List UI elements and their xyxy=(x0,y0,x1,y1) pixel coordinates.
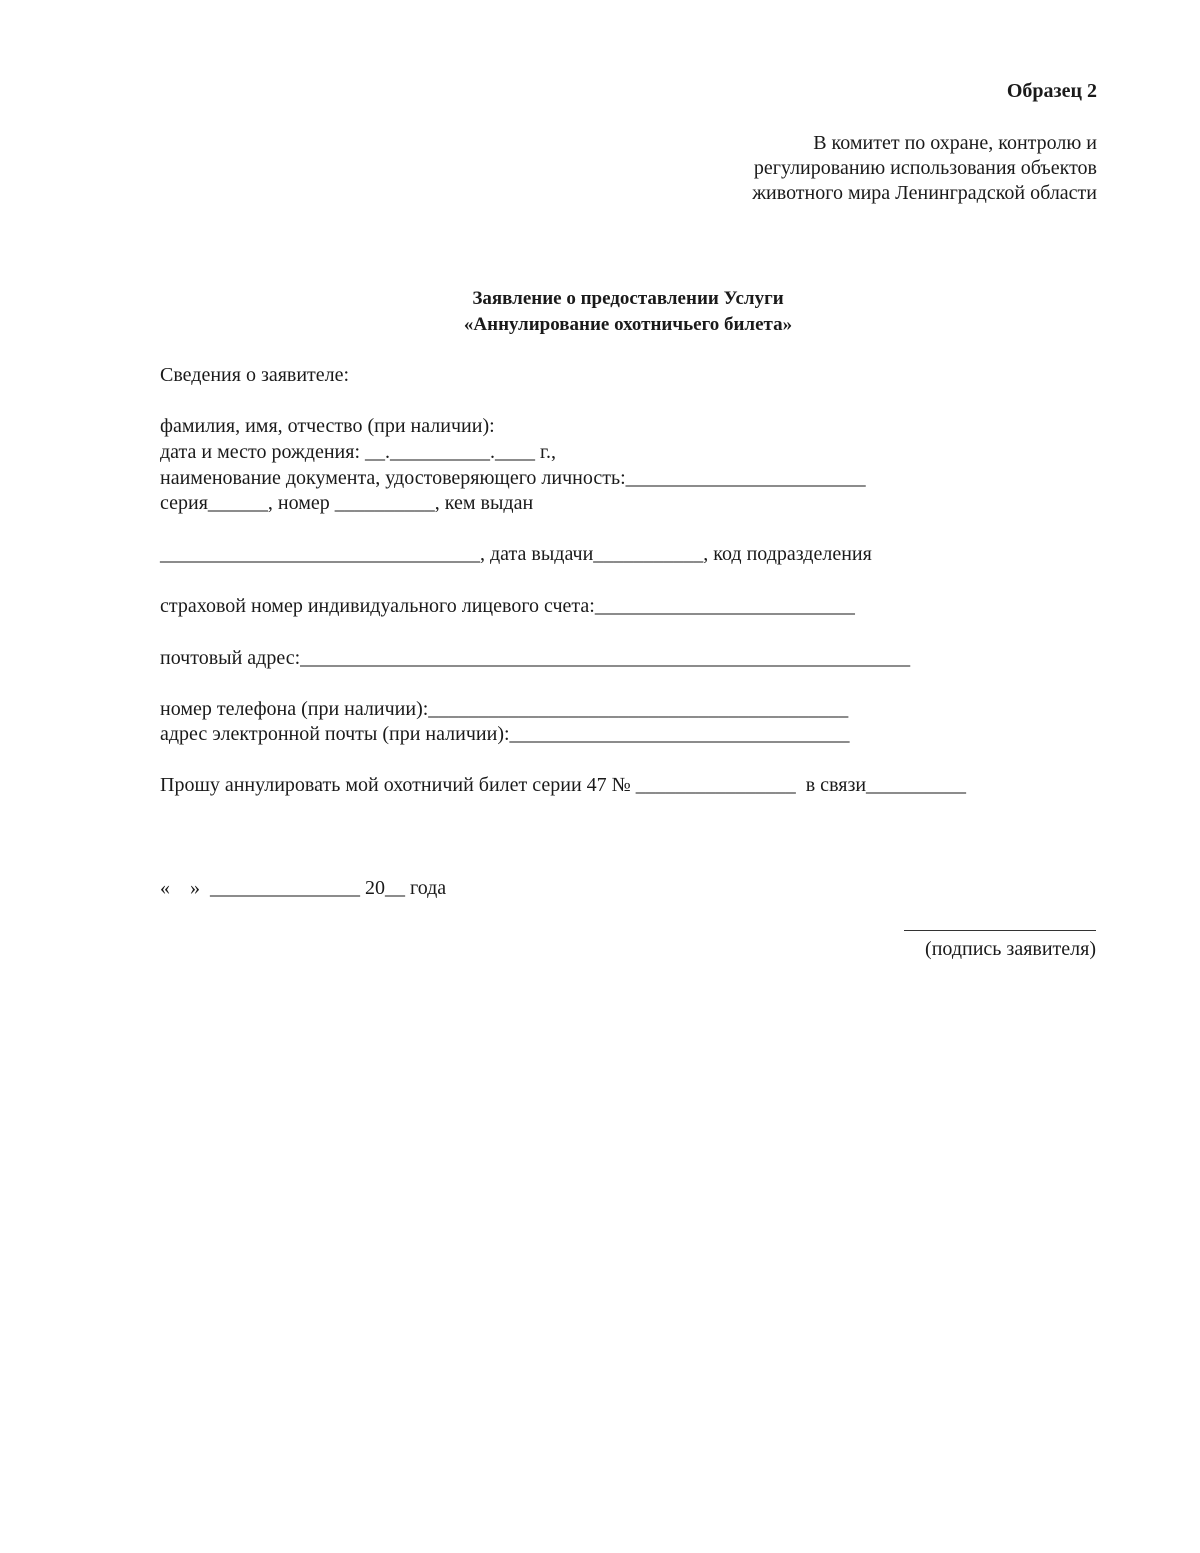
applicant-heading: Сведения о заявителе: xyxy=(160,364,350,386)
signature-caption: (подпись заявителя) xyxy=(925,938,1096,960)
addressee-line: регулированию использования объектов xyxy=(753,157,1097,179)
document-title xyxy=(0,286,1200,338)
snils-field: страховой номер индивидуального лицевого счета:__________________________ xyxy=(160,595,855,617)
id-document-field: наименование документа, удостоверяющего личность:________________________ xyxy=(160,467,866,489)
full-name-field: фамилия, имя, отчество (при наличии): xyxy=(160,415,495,437)
signature-line xyxy=(904,930,1096,931)
title-line-2: «Аннулирование охотничьего билета» xyxy=(463,314,793,335)
request-text: Прошу аннулировать мой охотничий билет серии 47 № ________________ в связи__________ xyxy=(160,774,967,796)
series-number-field: серия______, номер __________, кем выдан xyxy=(160,492,534,514)
issue-field: ________________________________, дата выдачи___________, код подразделения xyxy=(160,543,872,565)
phone-field: номер телефона (при наличии):__________________________________________ xyxy=(160,698,849,720)
title-line-1: Заявление о предоставлении Услуги xyxy=(472,288,784,309)
email-field: адрес электронной почты (при наличии):__________________________________ xyxy=(160,723,850,745)
addressee-line: В комитет по охране, контролю и xyxy=(813,132,1097,154)
birth-field: дата и место рождения: __.__________.____ г., xyxy=(160,441,556,463)
date-field: « » _______________ 20__ года xyxy=(160,877,447,899)
postal-address-field: почтовый адрес:_____________________________________________________________ xyxy=(160,647,911,669)
addressee-line: животного мира Ленинградской области xyxy=(752,182,1097,204)
sample-label: Образец 2 xyxy=(1006,80,1097,102)
addressee-block xyxy=(677,131,1097,206)
